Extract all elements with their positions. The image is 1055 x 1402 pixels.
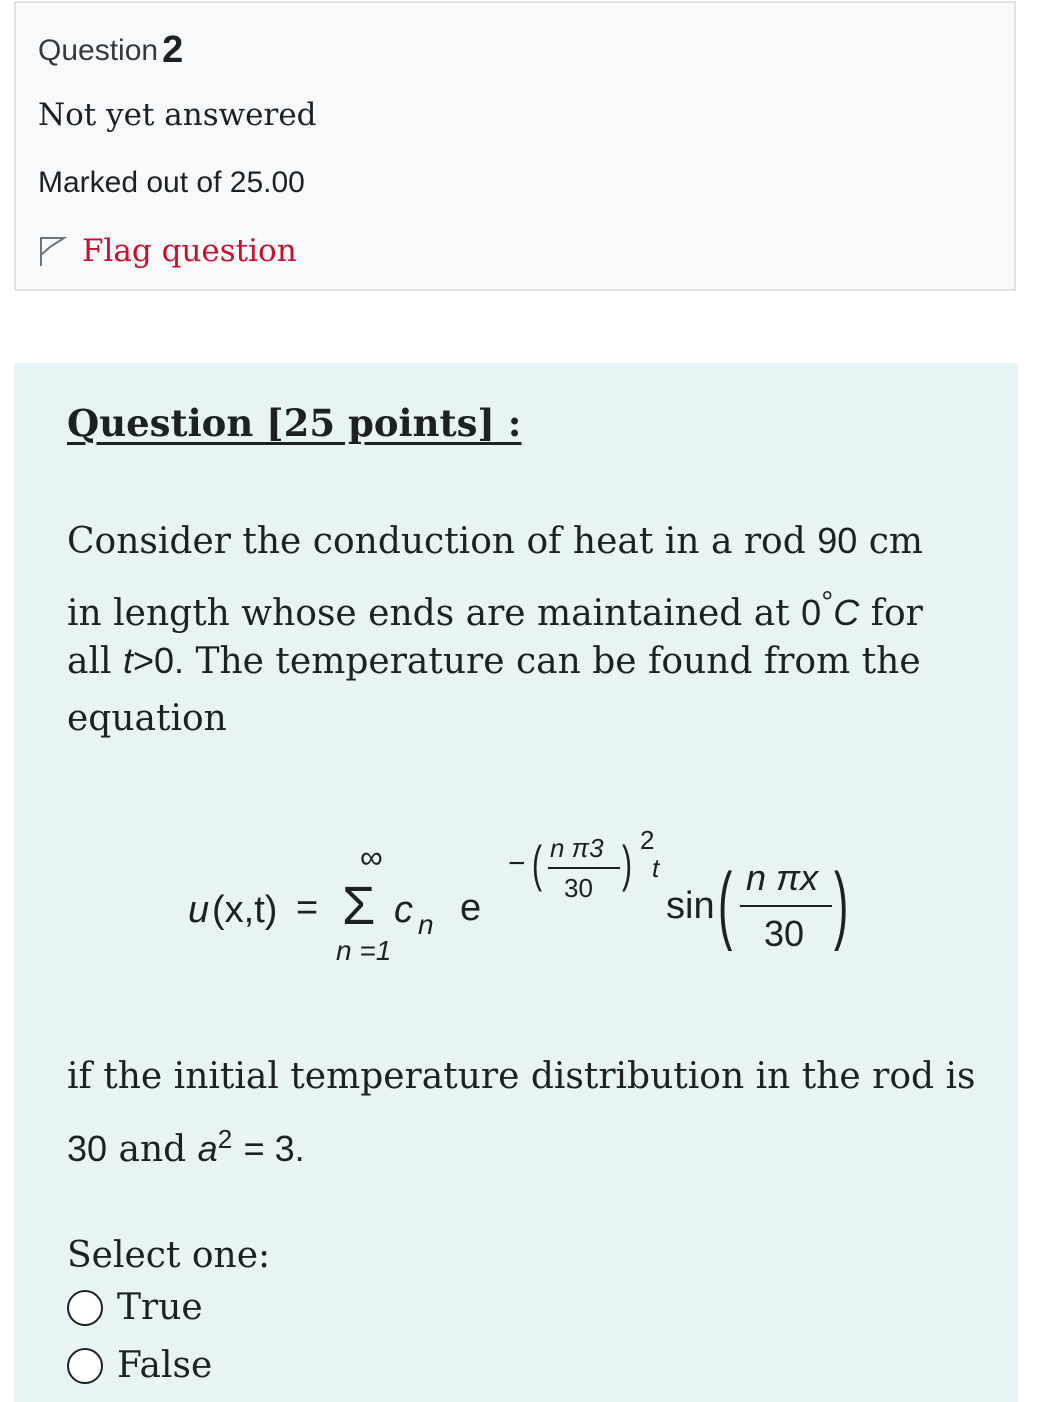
flag-question-label: Flag question	[82, 233, 297, 269]
question-text-line-4: equation	[67, 698, 227, 739]
question-content	[14, 363, 1018, 1402]
text-line1-b: cm	[868, 521, 924, 562]
text-line6-a: a	[197, 1128, 218, 1169]
text-line1-num: 90	[817, 520, 858, 561]
eq-exp-minus: −	[508, 847, 526, 880]
eq-exp-power: 2	[640, 825, 655, 855]
eq-exp-t: t	[652, 853, 660, 883]
question-text-line-3	[67, 640, 921, 682]
eq-lhs: u	[188, 889, 210, 931]
option-false-label[interactable]: False	[117, 1345, 213, 1386]
text-line6-and: and	[118, 1129, 187, 1170]
select-one-prompt: Select one:	[67, 1235, 271, 1276]
text-line3-zero: 0.	[154, 640, 185, 681]
eq-exp-numerator: n π3	[550, 833, 604, 863]
eq-exp-paren-right: )	[622, 836, 632, 892]
eq-sum-lower: n =1	[336, 935, 392, 966]
question-text-line-2	[67, 585, 923, 632]
heat-equation	[184, 823, 884, 973]
eq-sin-denominator: 30	[764, 913, 805, 954]
question-heading: Question [25 points] :	[67, 401, 522, 445]
text-line6-num: 30	[67, 1128, 108, 1169]
eq-exp-denominator: 30	[564, 873, 593, 903]
eq-c: c	[394, 889, 413, 931]
eq-sum-upper: ∞	[360, 839, 383, 875]
question-info-panel	[14, 1, 1016, 291]
question-text-line-6	[67, 1121, 305, 1168]
text-line2-zero: 0	[801, 592, 822, 633]
radio-true[interactable]	[67, 1290, 103, 1326]
eq-sin-numerator: n πx	[746, 857, 819, 898]
option-false[interactable]	[67, 1345, 212, 1386]
option-true[interactable]	[67, 1287, 203, 1328]
text-line3-a: all	[67, 641, 112, 682]
text-line2-a: in length whose ends are maintained at	[67, 593, 790, 634]
eq-equals: =	[296, 887, 319, 929]
eq-sigma: Σ	[342, 876, 376, 936]
text-line1-a: Consider the conduction of heat in a rod	[67, 521, 806, 562]
question-number	[38, 29, 183, 72]
option-true-label[interactable]: True	[117, 1287, 203, 1328]
question-number-value: 2	[162, 29, 184, 71]
question-text-line-1	[67, 520, 924, 562]
text-line2-degree: °	[821, 586, 834, 619]
eq-exp-paren-left: (	[532, 836, 542, 892]
text-line2-c: C	[833, 592, 860, 633]
text-line2-b: for	[870, 593, 923, 634]
flag-icon	[38, 235, 68, 267]
text-line6-rest: = 3.	[243, 1128, 305, 1169]
question-grade: Marked out of 25.00	[38, 166, 305, 199]
eq-args: (x,t)	[212, 889, 278, 931]
eq-e: e	[460, 887, 482, 929]
text-line3-t: t	[122, 640, 133, 681]
eq-exp-fraction-bar	[548, 867, 620, 869]
question-state: Not yet answered	[38, 97, 317, 133]
eq-c-subscript: n	[418, 909, 434, 940]
text-line3-gt: >	[132, 640, 154, 681]
eq-sin: sin	[666, 885, 715, 927]
flag-question-link[interactable]	[38, 233, 297, 269]
text-line3-b: The temperature can be found from the	[195, 641, 921, 682]
question-text-line-5: if the initial temperature distribution in the rod is	[67, 1056, 976, 1097]
text-line6-sup: 2	[217, 1124, 233, 1154]
eq-sin-paren-left: (	[718, 856, 733, 952]
eq-sin-paren-right: )	[834, 856, 849, 952]
question-label: Question	[38, 34, 159, 67]
radio-false[interactable]	[67, 1348, 103, 1384]
eq-sin-fraction-bar	[740, 905, 832, 907]
